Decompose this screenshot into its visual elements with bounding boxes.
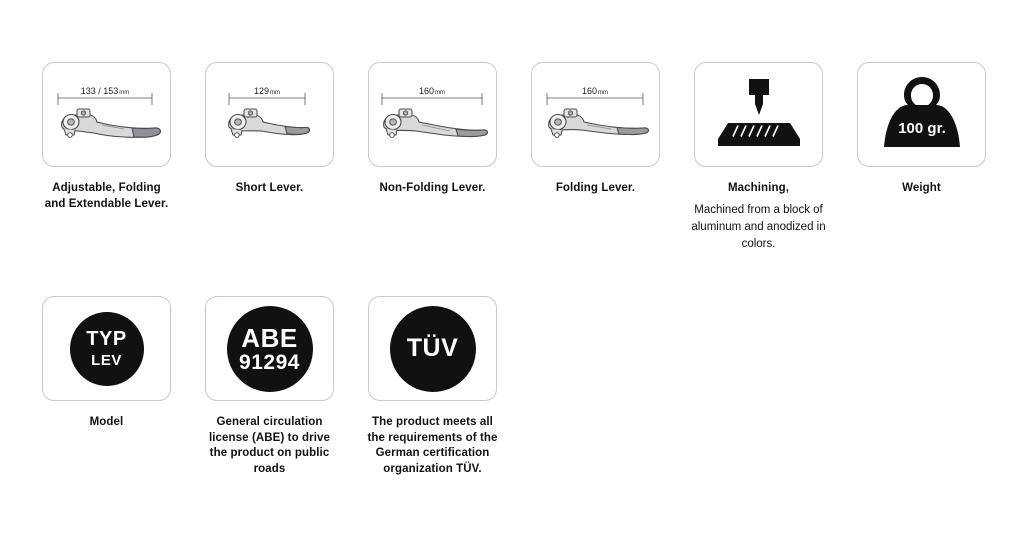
dimension-label: 160mm xyxy=(418,85,446,96)
feature-card[interactable] xyxy=(42,62,171,167)
feature-card[interactable] xyxy=(368,62,497,167)
lever-non-folding-icon xyxy=(370,65,495,165)
feature-caption: Non-Folding Lever. xyxy=(379,182,486,194)
feature-cell-folding-lever xyxy=(531,62,660,197)
dimension-label: 133 / 153mm xyxy=(80,85,130,96)
feature-card[interactable] xyxy=(368,296,497,401)
cnc-machining-icon xyxy=(704,67,814,163)
feature-card[interactable] xyxy=(857,62,986,167)
feature-card[interactable] xyxy=(42,296,171,401)
weight-label: 100 gr. xyxy=(897,119,946,137)
lever-adjustable-icon xyxy=(44,65,169,165)
feature-card[interactable] xyxy=(694,62,823,167)
lever-short-icon xyxy=(207,65,332,165)
feature-card[interactable] xyxy=(205,296,334,401)
feature-row-2 xyxy=(42,296,982,477)
badge-top-text: ABE xyxy=(241,322,298,353)
abe-badge-icon xyxy=(227,306,313,392)
feature-cell-abe xyxy=(205,296,334,477)
lever-folding-icon xyxy=(533,65,658,165)
tuv-badge-icon xyxy=(390,306,476,392)
feature-caption: Short Lever. xyxy=(235,182,304,194)
feature-caption: Machining, xyxy=(727,182,790,194)
feature-cell-adjustable-lever xyxy=(42,62,171,212)
feature-card[interactable] xyxy=(205,62,334,167)
badge-bottom-text: LEV xyxy=(91,352,122,370)
feature-cell-short-lever xyxy=(205,62,334,197)
weight-kettlebell-icon xyxy=(872,69,972,161)
feature-subcaption: Machined from a block of aluminum and anodized in colors. xyxy=(691,203,826,251)
dimension-label: 160mm xyxy=(581,85,609,96)
feature-cell-weight xyxy=(857,62,986,197)
feature-cell-tuv xyxy=(368,296,497,477)
badge-top-text: TÜV xyxy=(406,334,459,363)
feature-caption: Adjustable, Folding and Extendable Lever. xyxy=(44,182,169,210)
feature-cell-model xyxy=(42,296,171,431)
feature-cell-machining xyxy=(691,62,826,253)
feature-caption: Weight xyxy=(902,182,941,194)
feature-row-1 xyxy=(42,62,982,253)
dimension-label: 129mm xyxy=(253,85,281,96)
feature-caption: Folding Lever. xyxy=(555,182,636,194)
feature-grid xyxy=(42,62,982,477)
feature-card[interactable] xyxy=(531,62,660,167)
feature-cell-non-folding-lever xyxy=(368,62,497,197)
badge-top-text: TYP xyxy=(86,328,127,351)
typ-lev-badge-icon xyxy=(70,312,144,386)
badge-bottom-text: 91294 xyxy=(239,350,300,374)
feature-caption: The product meets all the requirements of the German certification organization TÜV. xyxy=(367,416,498,475)
feature-caption: General circulation license (ABE) to drive the product on public roads xyxy=(208,416,331,475)
feature-caption: Model xyxy=(89,416,124,429)
